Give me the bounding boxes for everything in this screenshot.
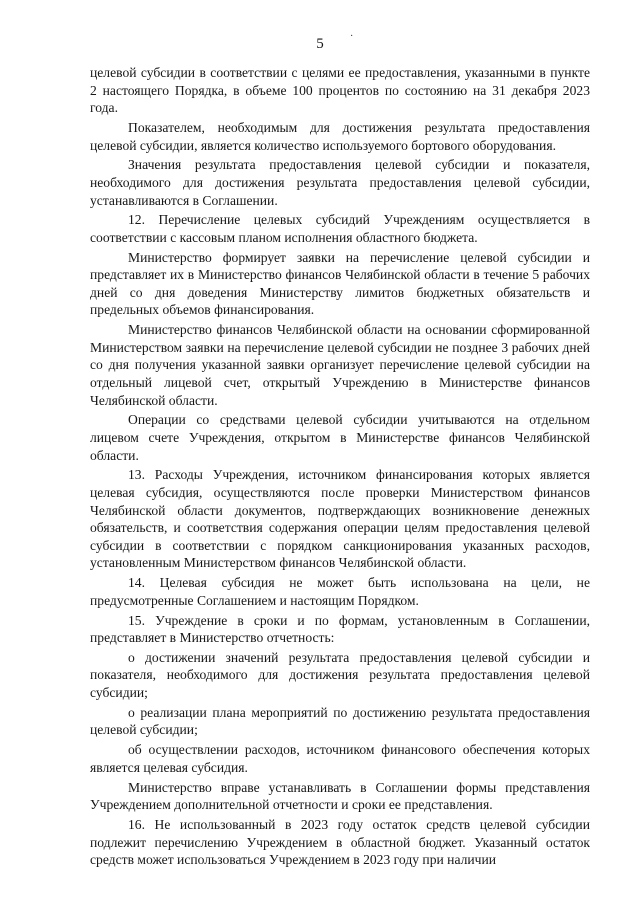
- paragraph: Министерство финансов Челябинской области на основании сформированной Министерством заявки на перечисление целевой субсидии не позднее 3 рабочих дней со дня получения указанной заявки организует перечисление целевой субсидии на отдельный лицевой счет, открытый Учреждению в Министерстве финансов Челябинской области.: [90, 322, 590, 408]
- paragraph: Значения результата предоставления целевой субсидии и показателя, необходимого для достижения результата предоставления целевой субсидии, устанавливаются в Соглашении.: [90, 157, 590, 208]
- paragraph: 14. Целевая субсидия не может быть использована на цели, не предусмотренные Соглашением и настоящим Порядком.: [90, 575, 590, 608]
- paragraph: 16. Не использованный в 2023 году остаток средств целевой субсидии подлежит перечислению Учреждением в областной бюджет. Указанный остаток средств может использоваться Учреждением в 2023 году при наличии: [90, 816, 590, 868]
- paragraph: о реализации плана мероприятий по достижению результата предоставления целевой субсидии;: [90, 704, 590, 738]
- paragraph: 15. Учреждение в сроки и по формам, установленным в Соглашении, представляет в Министерство отчетность:: [90, 612, 590, 646]
- paragraph: 12. Перечисление целевых субсидий Учреждениям осуществляется в соответствии с кассовым планом исполнения областного бюджета.: [90, 212, 590, 245]
- page-number: 5: [316, 36, 324, 52]
- paragraph: Министерство формирует заявки на перечисление целевой субсидии и представляет их в Министерство финансов Челябинской области в течение 5 рабочих дней со дня доведения Министерству лимитов бюджетных обязательств и предельных объемов финансирования.: [90, 249, 590, 318]
- paragraph: Операции со средствами целевой субсидии учитываются на отдельном лицевом счете Учреждения, открытом в Министерстве финансов Челябинской области.: [90, 412, 590, 463]
- paragraph: 13. Расходы Учреждения, источником финансирования которых является целевая субсидия, осуществляются после проверки Министерством финансов Челябинской области документов, подтверждающих возникновение денежных обязательств, и соответствия содержания операции целям предоставления целевой субсидии в соответствии с порядком санкционирования указанных расходов, установленным Министерством финансов Челябинской области.: [90, 467, 590, 571]
- paragraph: об осуществлении расходов, источником финансового обеспечения которых является целевая субсидия.: [90, 742, 590, 775]
- paragraph: Показателем, необходимым для достижения результата предоставления целевой субсидии, является количество используемого бортового оборудования.: [90, 119, 590, 153]
- paragraph: о достижении значений результата предоставления целевой субсидии и показателя, необходимого для достижения результата предоставления целевой субсидии;: [90, 649, 590, 701]
- paragraph: целевой субсидии в соответствии с целями ее предоставления, указанными в пункте 2 настоящего Порядка, в объеме 100 процентов по состоянию на 31 декабря 2023 года.: [90, 65, 590, 116]
- page-mark: ·: [350, 31, 354, 42]
- document-body: [90, 64, 590, 871]
- paragraph: Министерство вправе устанавливать в Соглашении формы представления Учреждением дополнительной отчетности и сроки ее представления.: [90, 779, 590, 813]
